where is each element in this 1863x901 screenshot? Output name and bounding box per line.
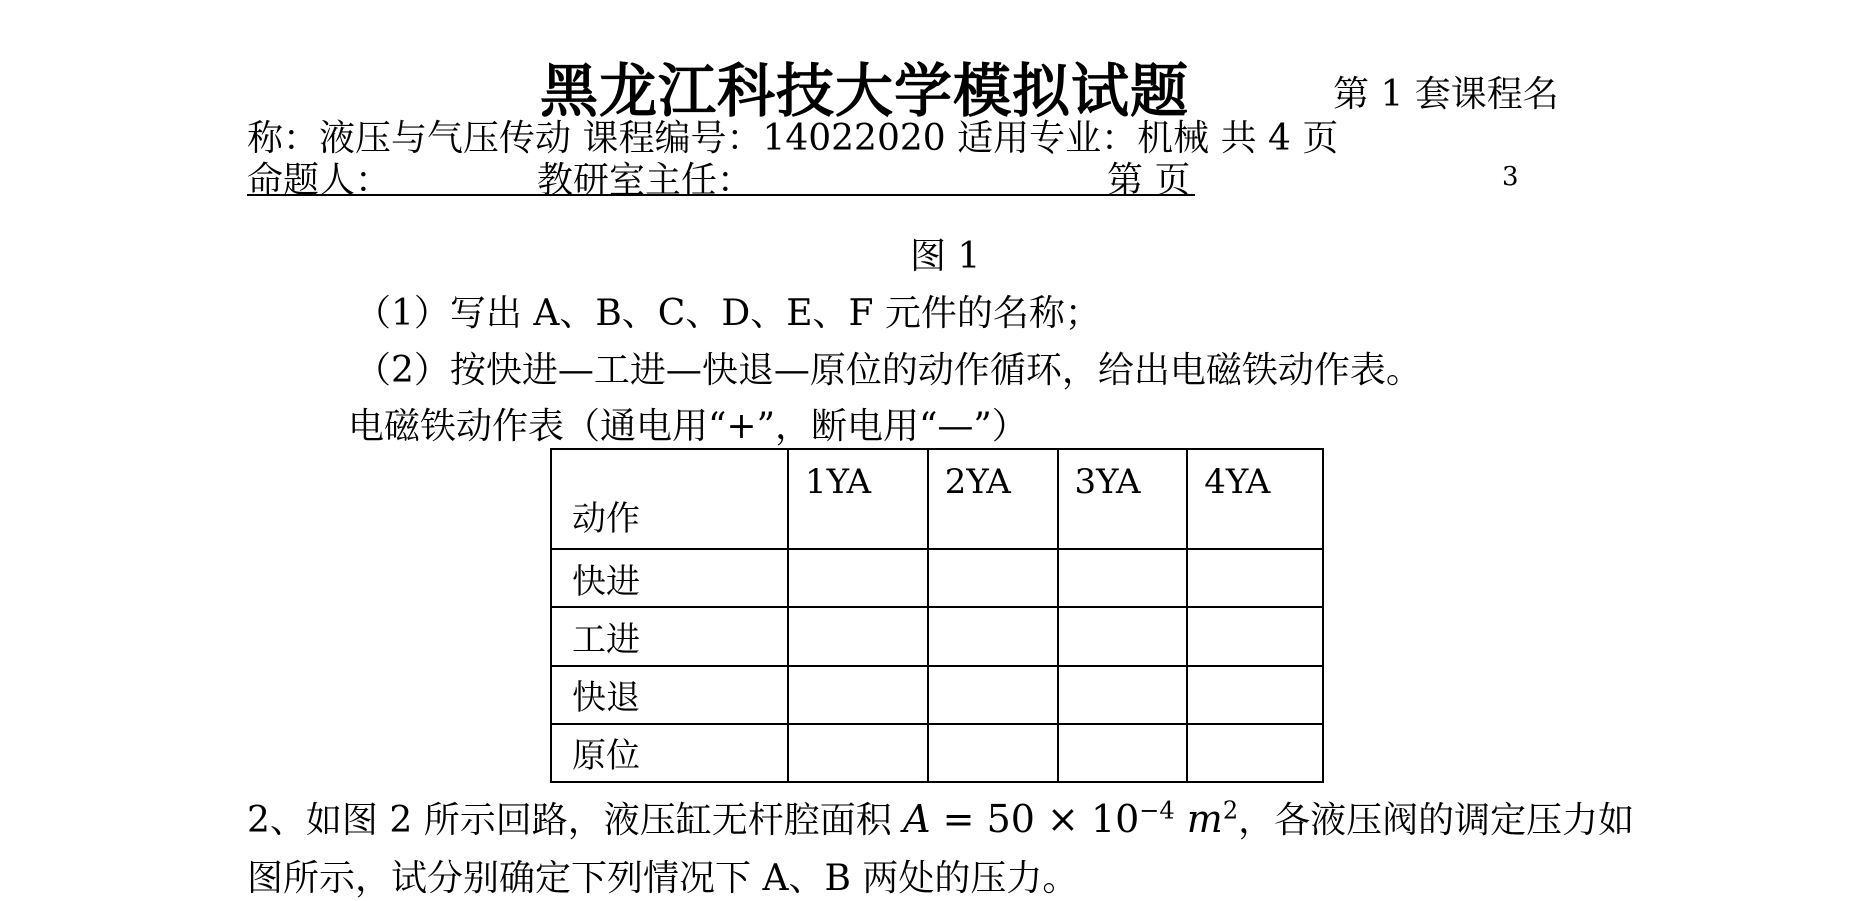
table-cell	[928, 724, 1058, 782]
director-label: 教研室主任：	[537, 160, 754, 201]
page-label: 第 页	[1107, 160, 1191, 201]
table-cell	[788, 549, 928, 607]
question-2: （2）按快进—工进—快退—原位的动作循环，给出电磁铁动作表。	[355, 350, 1422, 391]
table-cell	[928, 666, 1058, 724]
table-cell	[1058, 666, 1188, 724]
table-row	[551, 607, 1323, 665]
table-cell	[1187, 607, 1323, 665]
table-cell	[1058, 549, 1188, 607]
table-cell	[928, 607, 1058, 665]
column-header: 1YA	[788, 449, 928, 549]
set-label: 第 1 套课程名	[1333, 74, 1559, 115]
table-cell	[1187, 724, 1323, 782]
problem-2-suffix: ，各液压阀的调定压力如	[1238, 800, 1635, 841]
table-cell	[1058, 607, 1188, 665]
problem-2-line-2: 图所示，试分别确定下列情况下 A、B 两处的压力。	[247, 858, 1079, 899]
formula-unit: m	[1186, 797, 1223, 841]
formula-exponent: −4	[1139, 796, 1175, 825]
proposer-label: 命题人：	[247, 160, 392, 201]
table-cell	[788, 666, 928, 724]
row-label: 工进	[551, 607, 788, 665]
row-label: 原位	[551, 724, 788, 782]
table-row	[551, 724, 1323, 782]
column-header: 4YA	[1187, 449, 1323, 549]
area-formula	[903, 797, 1238, 841]
table-row	[551, 666, 1323, 724]
table-caption: 电磁铁动作表（通电用“+”，断电用“—”）	[348, 406, 1028, 447]
table-cell	[1187, 666, 1323, 724]
formula-eq: = 50 × 10	[930, 797, 1140, 841]
formula-unit-exponent: 2	[1222, 796, 1239, 825]
solenoid-action-table	[550, 448, 1324, 783]
table-cell	[1187, 549, 1323, 607]
exam-title: 黑龙江科技大学模拟试题	[540, 57, 1190, 125]
table-cell	[928, 549, 1058, 607]
column-header: 2YA	[928, 449, 1058, 549]
table-row	[551, 549, 1323, 607]
action-header: 动作	[551, 449, 788, 549]
formula-lhs: A	[903, 797, 931, 841]
problem-2-line-1	[247, 792, 1634, 843]
course-info-line: 称：液压与气压传动 课程编号：14022020 适用专业：机械 共 4 页	[247, 118, 1339, 159]
row-label: 快进	[551, 549, 788, 607]
row-label: 快退	[551, 666, 788, 724]
problem-2-prefix: 2、如图 2 所示回路，液压缸无杆腔面积	[247, 800, 904, 841]
figure-caption: 图 1	[910, 236, 981, 277]
table-cell	[788, 724, 928, 782]
table-cell	[1058, 724, 1188, 782]
column-header: 3YA	[1058, 449, 1188, 549]
page-number: 3	[1502, 162, 1519, 192]
table-cell	[788, 607, 928, 665]
signature-line	[247, 152, 1195, 201]
table-header-row	[551, 449, 1323, 549]
question-1: （1）写出 A、B、C、D、E、F 元件的名称；	[355, 293, 1101, 334]
